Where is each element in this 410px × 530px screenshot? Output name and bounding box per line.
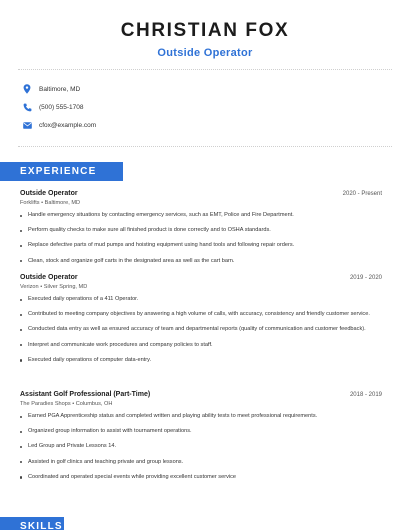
list-item: Executed daily operations of computer data-entry.	[20, 356, 382, 366]
list-item: Perform quality checks to make sure all finished product is done correctly and to OSHA standards.	[20, 226, 382, 236]
header-divider	[18, 69, 392, 70]
job-company: Forklifts • Baltimore, MD	[20, 200, 81, 206]
list-item: Contributed to meeting company objectives by answering a high volume of calls, with accuracy, consistency and friendly customer service.	[20, 310, 382, 320]
contact-phone	[22, 102, 83, 112]
job-title: Outside Operator	[20, 190, 78, 197]
job-entry	[20, 190, 382, 272]
job-bullets	[20, 211, 382, 266]
job-dates: 2018 - 2019	[349, 392, 382, 398]
job-company: Verizon • Silver Spring, MD	[20, 284, 88, 290]
resume-header	[0, 0, 410, 59]
list-item: Organized group information to assist with tournament operations.	[20, 427, 382, 437]
list-item: Interpret and communicate work procedures and company policies to staff.	[20, 341, 382, 351]
list-item: Coordinated and operated special events while providing excellent customer service	[20, 473, 382, 483]
list-item: Assisted in golf clinics and teaching private and group lessons.	[20, 458, 382, 468]
job-title: Outside Operator	[20, 274, 78, 281]
phone-text: (500) 555-1708	[39, 103, 84, 111]
job-entry	[20, 274, 382, 371]
list-item: Executed daily operations of a 411 Operator.	[20, 295, 382, 305]
section-experience: EXPERIENCE	[0, 162, 123, 181]
job-title: Assistant Golf Professional (Part-Time)	[20, 391, 151, 398]
phone-icon	[22, 102, 32, 112]
job-bullets	[20, 295, 382, 365]
contact-location	[22, 84, 80, 94]
list-item: Earned PGA Apprenticeship status and completed written and playing ability tests to meet professional requirements.	[20, 412, 382, 422]
job-entry	[20, 391, 382, 488]
candidate-name: CHRISTIAN FOX	[120, 20, 290, 41]
contact-email	[22, 120, 96, 130]
email-icon	[22, 120, 32, 130]
list-item: Handle emergency situations by contacting emergency services, such as EMT, Police and Fire Department.	[20, 211, 382, 221]
location-text: Baltimore, MD	[39, 85, 81, 93]
job-dates: 2020 - Present	[342, 191, 382, 197]
job-dates: 2019 - 2020	[349, 275, 382, 281]
candidate-role: Outside Operator	[157, 47, 253, 59]
list-item: Conducted data entry as well as ensured accuracy of team and departmental reports (quality of communication and customer feedback).	[20, 325, 382, 335]
list-item: Clean, stock and organize golf carts in the designated area as well as the cart barn.	[20, 257, 382, 267]
section-skills: SKILLS	[0, 517, 64, 530]
email-text: cfox@example.com	[39, 121, 97, 129]
list-item: Led Group and Private Lessons 14.	[20, 442, 382, 452]
job-company: The Paradies Shops • Columbus, OH	[20, 401, 113, 407]
contact-divider	[18, 146, 392, 147]
location-pin-icon	[22, 84, 32, 94]
list-item: Replace defective parts of mud pumps and hoisting equipment using hand tools and following repair orders.	[20, 241, 382, 251]
job-bullets	[20, 412, 382, 482]
